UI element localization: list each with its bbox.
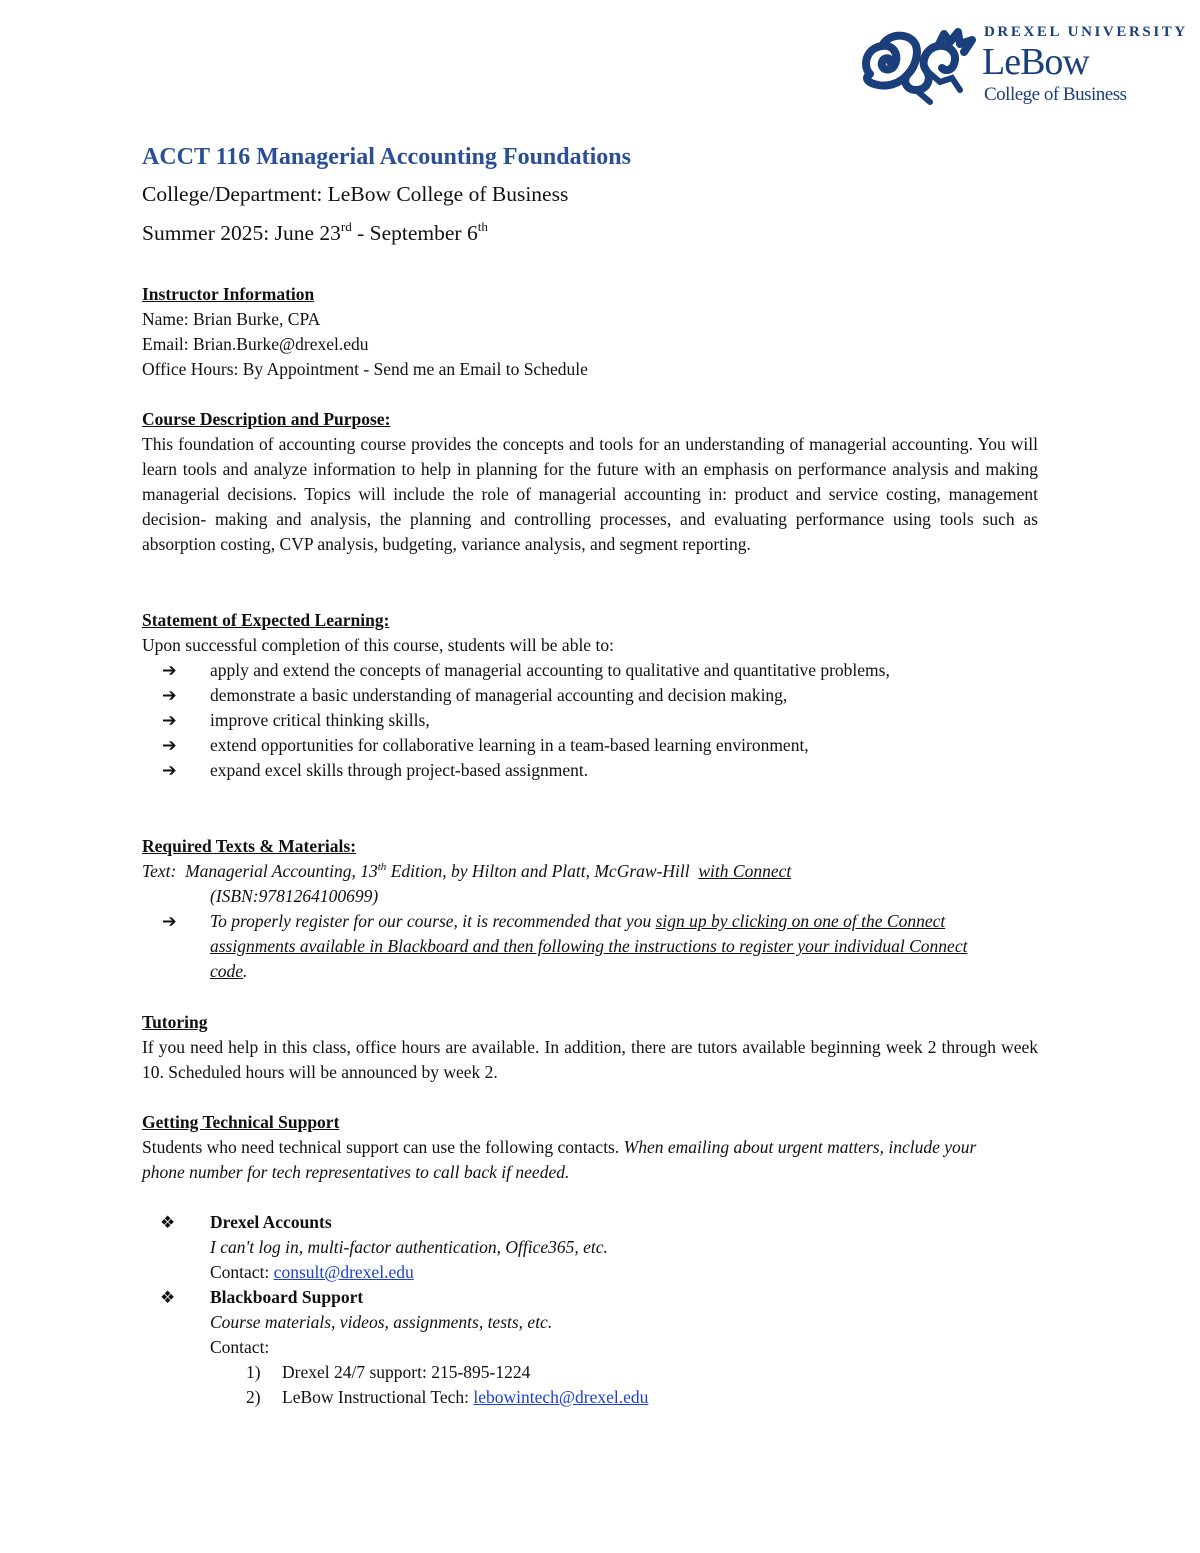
- diamond-icon: ❖: [160, 1213, 176, 1232]
- connect-signup-link[interactable]: sign up by clicking on one of the Connect assignments available in Blackboard and then following the instructions to register your individual Connect code: [210, 911, 968, 981]
- description-text: This foundation of accounting course provides the concepts and tools for an understanding of managerial accounting. You will learn tools and analyze information to help in planning for the future with an emphasis on performance analysis and making managerial decisions. Topics will include the role of managerial accounting in: product and service costing, management decision- making and analysis, the planning and controlling processes, and evaluating performance using tools such as absorption costing, CVP analysis, budgeting, variance analysis, and segment reporting.: [142, 434, 1038, 554]
- drexel-accounts: [142, 1210, 1038, 1285]
- arrow-icon: ➔: [162, 660, 177, 680]
- lebow-logo: [860, 22, 1188, 112]
- blackboard-title: Blackboard Support: [210, 1287, 364, 1307]
- instructor-section: [142, 282, 1038, 382]
- instructor-name: Name: Brian Burke, CPA: [142, 309, 321, 329]
- contact-text: LeBow Instructional Tech:: [282, 1387, 470, 1407]
- description-heading: Course Description and Purpose:: [142, 409, 391, 429]
- instructor-email: Email: Brian.Burke@drexel.edu: [142, 334, 369, 354]
- college-name: College of Business: [984, 84, 1127, 105]
- learning-item-text: demonstrate a basic understanding of managerial accounting and decision making,: [210, 685, 788, 705]
- university-name: DREXEL UNIVERSITY: [984, 24, 1188, 40]
- list-item: [142, 733, 955, 758]
- learning-item-text: apply and extend the concepts of managerial accounting to qualitative and quantitative problems,: [210, 660, 890, 680]
- office-hours: Office Hours: By Appointment - Send me an Email to Schedule: [142, 359, 588, 379]
- course-title: ACCT 116 Managerial Accounting Foundations: [142, 144, 631, 170]
- learning-heading: Statement of Expected Learning:: [142, 610, 390, 630]
- list-item: [142, 758, 955, 783]
- blackboard-desc: Course materials, videos, assignments, tests, etc.: [210, 1312, 553, 1332]
- connect-note: [142, 909, 1006, 984]
- learning-list: [142, 658, 1038, 783]
- edition-suffix: th: [377, 861, 387, 873]
- support-intro-note: When emailing about urgent matters, include your phone number for tech representatives to call back if needed.: [142, 1137, 977, 1182]
- book-title: Managerial Accounting, 13: [185, 861, 378, 881]
- tutoring-heading: Tutoring: [142, 1012, 208, 1032]
- department-line: College/Department: LeBow College of Business: [142, 182, 569, 206]
- accounts-desc: I can't log in, multi-factor authentication, Office365, etc.: [210, 1237, 608, 1257]
- instructor-heading: Instructor Information: [142, 284, 315, 304]
- tutoring-text: If you need help in this class, office hours are available. In addition, there are tutors available beginning week 2 through week 10. Scheduled hours will be announced by week 2.: [142, 1037, 1038, 1082]
- learning-item-text: expand excel skills through project-based assignment.: [210, 760, 589, 780]
- accounts-contact: [210, 1260, 1038, 1285]
- term-start: Summer 2025: June 23: [142, 221, 341, 245]
- term-end-suffix: th: [477, 219, 488, 234]
- text-label: Text:: [142, 861, 177, 881]
- list-number: 1): [246, 1362, 261, 1382]
- support-heading: Getting Technical Support: [142, 1112, 340, 1132]
- arrow-icon: ➔: [162, 760, 177, 780]
- description-section: [142, 407, 1038, 557]
- blackboard-contact-label: Contact:: [210, 1337, 270, 1357]
- note-text: To properly register for our course, it is recommended that you: [210, 911, 652, 931]
- lebowintech-email-link[interactable]: lebowintech@drexel.edu: [473, 1387, 649, 1407]
- list-item: [142, 708, 955, 733]
- tutoring-section: [142, 1010, 1038, 1085]
- arrow-icon: ➔: [162, 710, 177, 730]
- learning-intro: Upon successful completion of this course, students will be able to:: [142, 635, 614, 655]
- texts-section: [142, 834, 1038, 984]
- support-intro: [142, 1135, 1002, 1185]
- contact-text: Drexel 24/7 support: 215-895-1224: [282, 1362, 531, 1382]
- isbn: (ISBN:9781264100699): [210, 886, 379, 906]
- consult-email-link[interactable]: consult@drexel.edu: [273, 1262, 414, 1282]
- arrow-icon: ➔: [162, 685, 177, 705]
- support-intro-text: Students who need technical support can use the following contacts.: [142, 1137, 620, 1157]
- arrow-icon: ➔: [162, 735, 177, 755]
- book-details: Edition, by Hilton and Platt, McGraw-Hill: [390, 861, 690, 881]
- list-item: [142, 1360, 1038, 1385]
- learning-item-text: improve critical thinking skills,: [210, 710, 430, 730]
- term-line: [142, 221, 488, 246]
- arrow-icon: ➔: [162, 911, 177, 931]
- dragon-icon: [860, 26, 978, 106]
- list-item: [142, 1385, 1038, 1410]
- support-section: [142, 1110, 1038, 1410]
- learning-item-text: extend opportunities for collaborative learning in a team-based learning environment,: [210, 735, 809, 755]
- term-end: - September 6: [351, 221, 478, 245]
- accounts-title: Drexel Accounts: [210, 1212, 332, 1232]
- texts-heading: Required Texts & Materials:: [142, 836, 357, 856]
- lebow-wordmark: LeBow: [982, 41, 1089, 83]
- contact-label: Contact:: [210, 1262, 270, 1282]
- list-number: 2): [246, 1387, 261, 1407]
- blackboard-support: [142, 1285, 1038, 1360]
- textbook-line: [142, 859, 1038, 884]
- learning-section: [142, 608, 1038, 783]
- with-connect-link[interactable]: with Connect: [698, 861, 792, 881]
- list-item: [142, 658, 955, 683]
- diamond-icon: ❖: [160, 1288, 176, 1307]
- term-start-suffix: rd: [340, 219, 352, 234]
- list-item: [142, 683, 955, 708]
- note-end: .: [243, 961, 248, 981]
